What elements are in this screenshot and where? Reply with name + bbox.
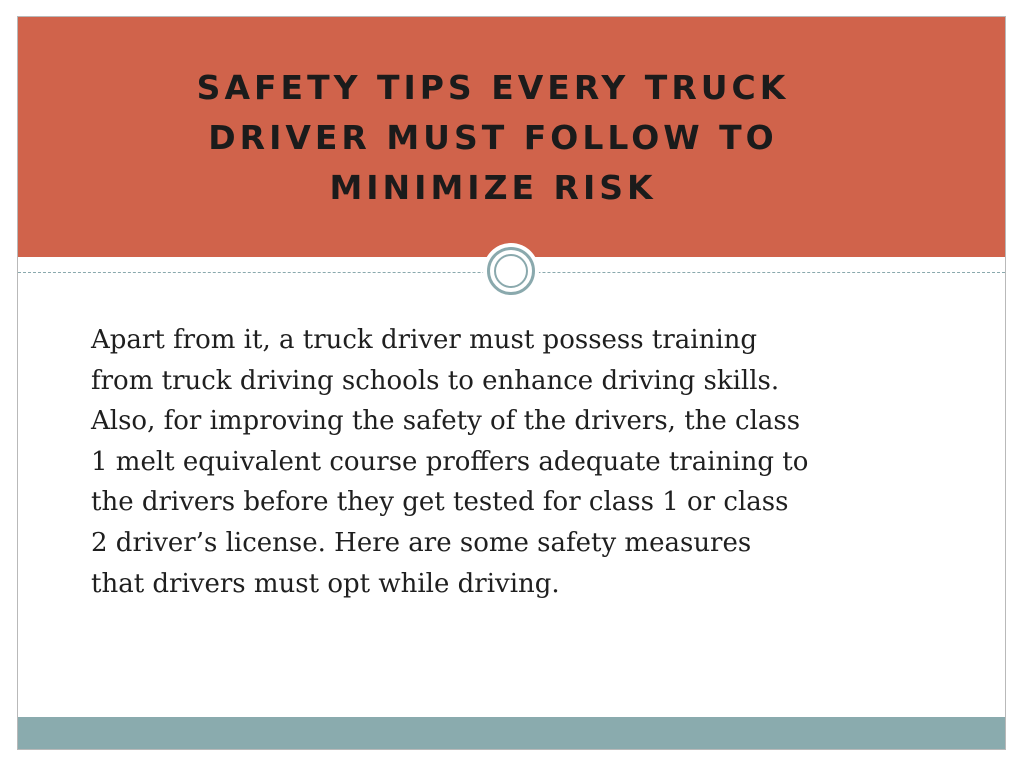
slide-title: SAFETY TIPS EVERY TRUCK DRIVER MUST FOLLOW TO MINIMIZE RISK (196, 68, 790, 207)
footer-bar (18, 717, 1005, 750)
inner-ring (494, 254, 528, 288)
body-paragraph: Apart from it, a truck driver must possess training from truck driving schools to enhance driving skills. Also, for improving the safety of the drivers, the class 1 melt equivalent course proffers adequate training to the drivers before they get tested for class 1 or class 2 driver’s license. Here are some safety measures that drivers must opt while driving. (91, 325, 809, 599)
slide (17, 16, 1006, 750)
title-banner (18, 17, 1005, 257)
double-ring-icon (487, 247, 535, 295)
